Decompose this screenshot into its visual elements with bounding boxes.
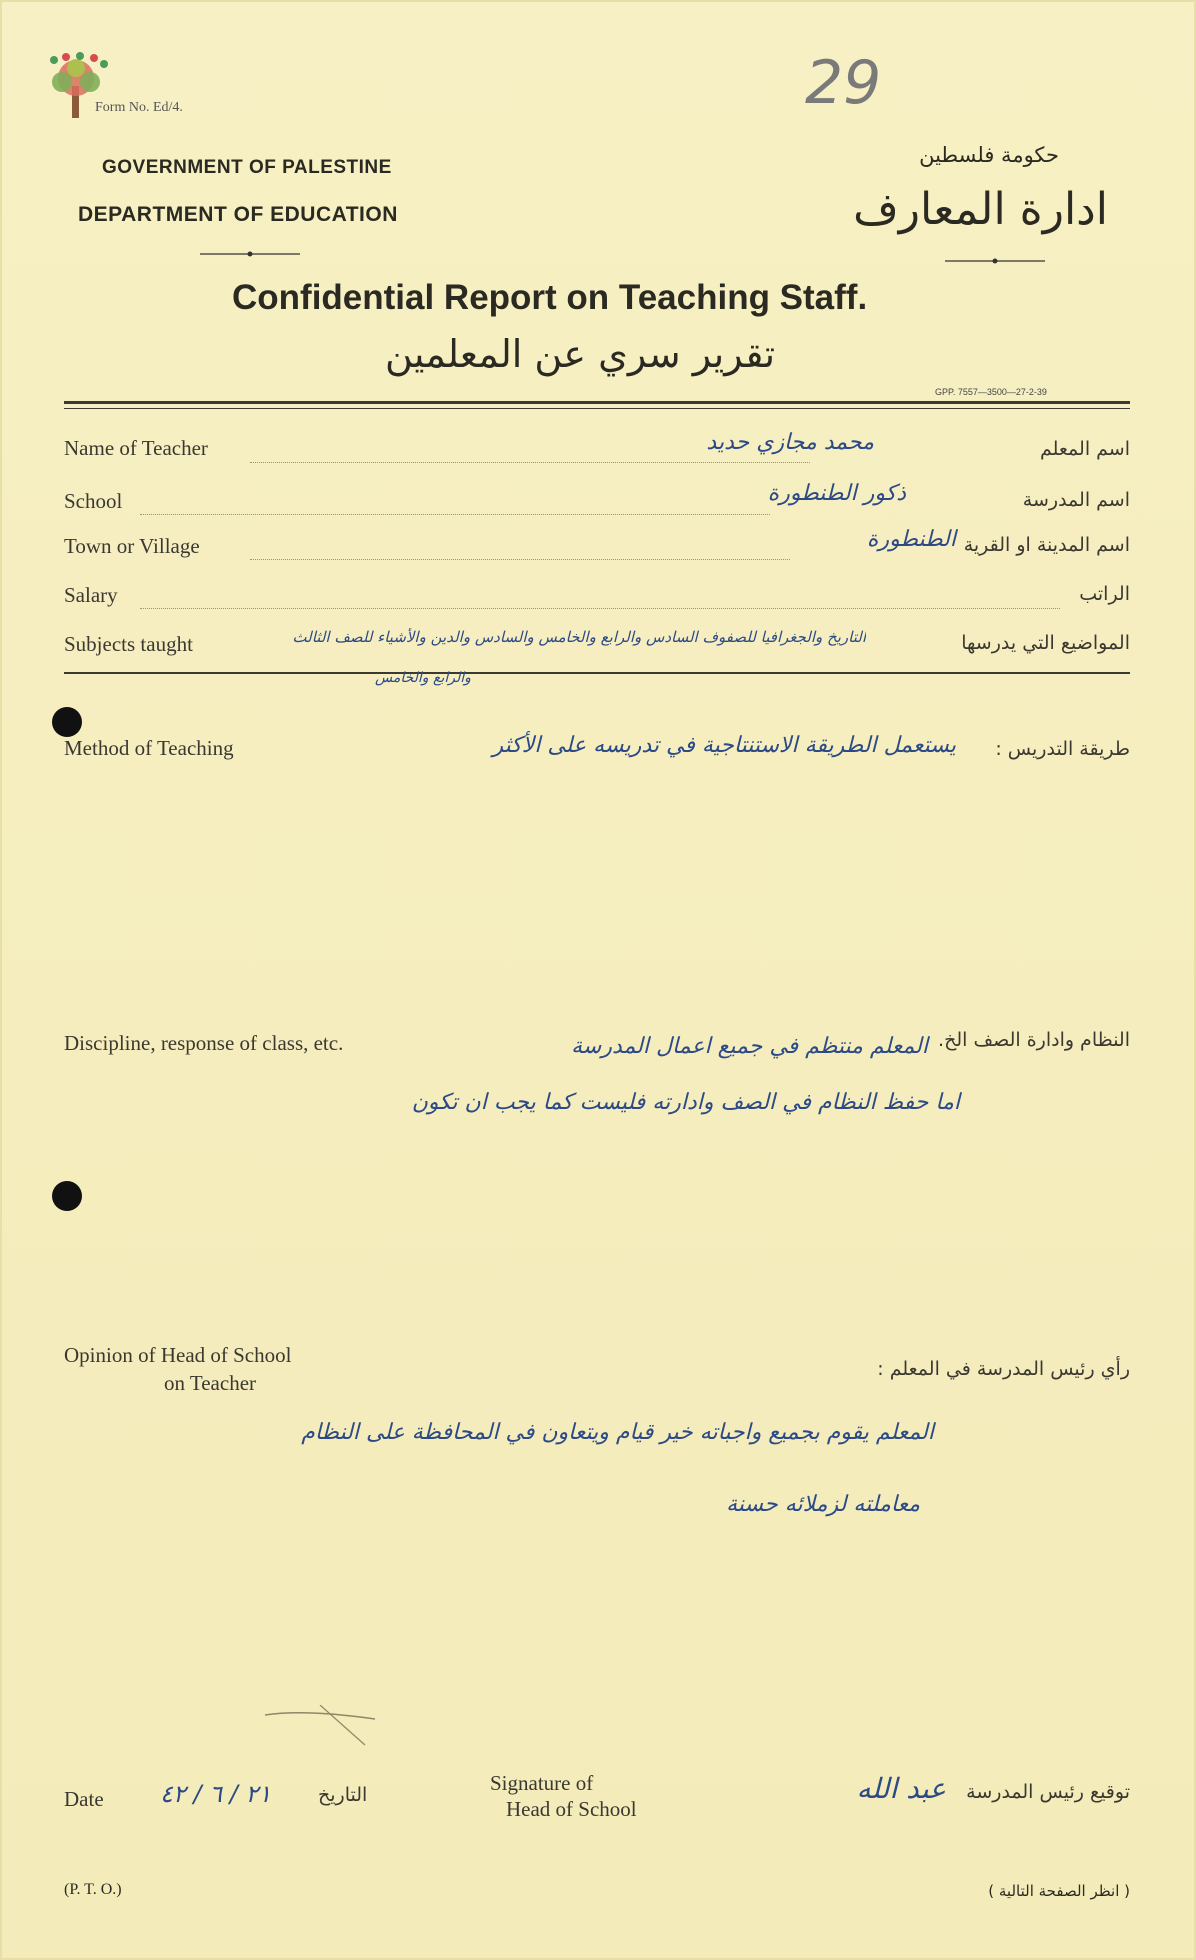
subjects-value: التاريخ والجغرافيا للصفوف السادس والرابع والخامس والسادس والدين والأشياء للصف الثالث: [292, 628, 866, 646]
signature-value: عبد الله: [856, 1772, 946, 1805]
name-label-arabic: اسم المعلم: [1039, 438, 1130, 460]
date-value: ٢١ / ٦ / ٤٢: [160, 1780, 272, 1808]
divider-right-icon: [945, 255, 1045, 267]
name-label: Name of Teacher: [64, 436, 208, 460]
town-label: Town or Village: [64, 534, 200, 558]
page-number: 29: [805, 48, 882, 118]
method-label: Method of Teaching: [64, 736, 234, 760]
fields-bottom-rule: [64, 672, 1130, 674]
top-rule-thin: [64, 408, 1130, 409]
signature-label-line1: Signature of: [490, 1771, 594, 1795]
discipline-label-arabic: النظام وادارة الصف الخ.: [938, 1029, 1130, 1051]
opinion-label-arabic: رأي رئيس المدرسة في المعلم :: [877, 1358, 1130, 1380]
school-label-arabic: اسم المدرسة: [1022, 489, 1130, 511]
school-dotted-line: [140, 514, 770, 515]
department-title: DEPARTMENT OF EDUCATION: [78, 203, 398, 226]
department-title-arabic: ادارة المعارف: [853, 184, 1108, 235]
opinion-value-line1: المعلم يقوم بجميع واجباته خير قيام ويتعاون في المحافظة على النظام: [301, 1420, 934, 1445]
subjects-label-arabic: المواضيع التي يدرسها: [961, 632, 1130, 654]
report-title-arabic: تقرير سري عن المعلمين: [384, 332, 776, 376]
subjects-label: Subjects taught: [64, 632, 193, 656]
government-title-arabic: حكومة فلسطين: [919, 143, 1059, 167]
pencil-mark-icon: [265, 1705, 375, 1755]
opinion-label-line1: Opinion of Head of School: [64, 1343, 292, 1367]
signature-label-line2: Head of School: [506, 1797, 637, 1821]
top-rule: [64, 401, 1130, 404]
signature-label-arabic: توقيع رئيس المدرسة: [966, 1781, 1130, 1803]
name-value: محمد مجازي حديد: [706, 430, 874, 455]
report-title: Confidential Report on Teaching Staff.: [232, 278, 868, 317]
name-dotted-line: [250, 462, 810, 463]
salary-label: Salary: [64, 583, 118, 607]
subjects-value-continued: والرابع والخامس: [375, 670, 471, 686]
opinion-value-line2: معاملته لزملائه حسنة: [726, 1492, 920, 1517]
discipline-label: Discipline, response of class, etc.: [64, 1031, 344, 1055]
salary-dotted-line: [140, 608, 1060, 609]
date-label-arabic: التاريخ: [318, 1784, 368, 1806]
date-label: Date: [64, 1787, 104, 1811]
salary-label-arabic: الراتب: [1079, 583, 1130, 605]
divider-left-icon: [200, 248, 300, 260]
pto-label-arabic: ( انظر الصفحة التالية ): [988, 1882, 1130, 1900]
school-value: ذكور الطنطورة: [767, 481, 906, 506]
form-number: Form No. Ed/4.: [95, 100, 183, 115]
school-label: School: [64, 489, 123, 513]
method-value: يستعمل الطريقة الاستنتاجية في تدريسه على الأكثر: [492, 733, 956, 758]
discipline-value-line1: المعلم منتظم في جميع اعمال المدرسة: [571, 1034, 928, 1059]
town-value: الطنطورة: [866, 527, 956, 552]
government-title: GOVERNMENT OF PALESTINE: [102, 157, 392, 178]
town-dotted-line: [250, 559, 790, 560]
method-label-arabic: طريقة التدريس :: [995, 738, 1130, 760]
print-code: GPP. 7557—3500—27-2-39: [935, 387, 1047, 397]
punch-hole-top: [52, 707, 82, 737]
discipline-value-line2: اما حفظ النظام في الصف وادارته فليست كما يجب ان تكون: [411, 1090, 960, 1115]
pto-label: (P. T. O.): [64, 1881, 122, 1898]
town-label-arabic: اسم المدينة او القرية: [963, 534, 1130, 556]
opinion-label-line2: on Teacher: [164, 1371, 257, 1395]
punch-hole-bottom: [52, 1181, 82, 1211]
